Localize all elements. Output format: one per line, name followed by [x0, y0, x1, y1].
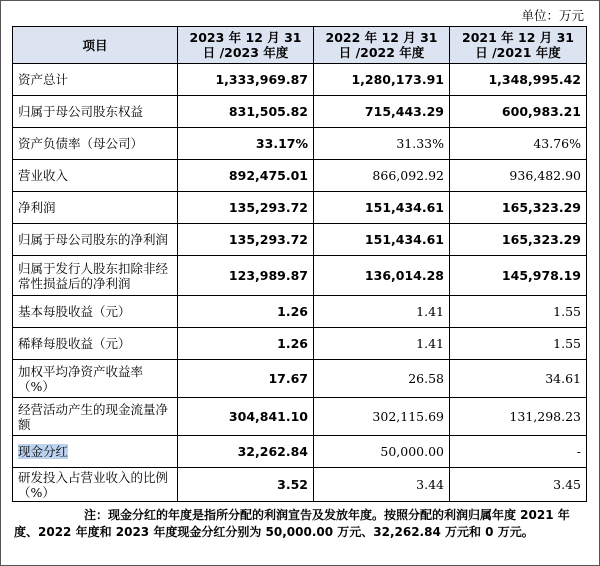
row-label-text: 基本每股收益（元）	[18, 304, 131, 319]
value-cell-2022: 866,092.92	[314, 160, 450, 192]
row-label-text: 净利润	[18, 200, 56, 215]
table-row	[13, 192, 587, 224]
value-cell-2023: 123,989.87	[178, 256, 314, 296]
value-cell-2022: 1.41	[314, 296, 450, 328]
table-row	[13, 468, 587, 502]
value-cell-2023: 3.52	[178, 468, 314, 502]
table-header-row	[13, 27, 587, 64]
row-label-text: 归属于母公司股东权益	[18, 104, 144, 119]
row-label-text: 现金分红	[18, 444, 69, 459]
value-cell-2023: 304,841.10	[178, 398, 314, 436]
value-cell-2023: 892,475.01	[178, 160, 314, 192]
table-row	[13, 224, 587, 256]
row-label	[13, 128, 178, 160]
table-row	[13, 64, 587, 96]
value-cell-2021: 3.45	[450, 468, 587, 502]
value-cell-2022: 26.58	[314, 360, 450, 398]
header-2022: 2022 年 12 月 31 日 /2022 年度	[314, 27, 450, 64]
row-label-text: 归属于母公司股东的净利润	[18, 232, 169, 247]
value-cell-2021: 1.55	[450, 328, 587, 360]
row-label	[13, 224, 178, 256]
value-cell-2023: 32,262.84	[178, 436, 314, 468]
row-label	[13, 256, 178, 296]
value-cell-2021: 34.61	[450, 360, 587, 398]
row-label-text: 加权平均净资产收益率（%）	[18, 363, 144, 394]
row-label-text: 经营活动产生的现金流量净额	[18, 401, 169, 432]
value-cell-2021: 1,348,995.42	[450, 64, 587, 96]
value-cell-2023: 831,505.82	[178, 96, 314, 128]
header-item: 项目	[13, 27, 178, 64]
value-cell-2022: 31.33%	[314, 128, 450, 160]
financial-table	[12, 26, 587, 502]
row-label	[13, 468, 178, 502]
table-row	[13, 256, 587, 296]
value-cell-2021: 936,482.90	[450, 160, 587, 192]
value-cell-2021: 600,983.21	[450, 96, 587, 128]
value-cell-2022: 151,434.61	[314, 192, 450, 224]
value-cell-2023: 135,293.72	[178, 224, 314, 256]
row-label-text: 营业收入	[18, 168, 69, 183]
value-cell-2021: 43.76%	[450, 128, 587, 160]
row-label	[13, 96, 178, 128]
table-row	[13, 436, 587, 468]
value-cell-2021: 131,298.23	[450, 398, 587, 436]
table-row	[13, 296, 587, 328]
row-label	[13, 436, 178, 468]
table-row	[13, 398, 587, 436]
value-cell-2021: 165,323.29	[450, 224, 587, 256]
table-row	[13, 96, 587, 128]
table-row	[13, 360, 587, 398]
footnote: 注：现金分红的年度是指所分配的利润宣告及发放年度。按照分配的利润归属年度 2021 年度、2022 年度和 2023 年度现金分红分别为 50,000.00 万元、32,262.84 万元和 0 万元。	[14, 508, 570, 539]
value-cell-2021: -	[450, 436, 587, 468]
value-cell-2021: 145,978.19	[450, 256, 587, 296]
row-label	[13, 296, 178, 328]
table-row	[13, 128, 587, 160]
header-2023: 2023 年 12 月 31 日 /2023 年度	[178, 27, 314, 64]
row-label	[13, 398, 178, 436]
value-cell-2023: 1.26	[178, 296, 314, 328]
row-label-text: 稀释每股收益（元）	[18, 336, 131, 351]
value-cell-2022: 1.41	[314, 328, 450, 360]
value-cell-2023: 1,333,969.87	[178, 64, 314, 96]
row-label	[13, 160, 178, 192]
value-cell-2022: 3.44	[314, 468, 450, 502]
row-label-text: 归属于发行人股东扣除非经常性损益后的净利润	[18, 260, 169, 291]
value-cell-2023: 17.67	[178, 360, 314, 398]
row-label	[13, 64, 178, 96]
value-cell-2022: 136,014.28	[314, 256, 450, 296]
row-label-text: 资产总计	[18, 72, 69, 87]
table-row	[13, 160, 587, 192]
value-cell-2022: 50,000.00	[314, 436, 450, 468]
value-cell-2023: 1.26	[178, 328, 314, 360]
value-cell-2022: 151,434.61	[314, 224, 450, 256]
value-cell-2022: 1,280,173.91	[314, 64, 450, 96]
value-cell-2022: 715,443.29	[314, 96, 450, 128]
table-row	[13, 328, 587, 360]
header-2021: 2021 年 12 月 31 日 /2021 年度	[450, 27, 587, 64]
value-cell-2023: 135,293.72	[178, 192, 314, 224]
value-cell-2022: 302,115.69	[314, 398, 450, 436]
value-cell-2021: 165,323.29	[450, 192, 587, 224]
unit-label: 单位：万元	[521, 8, 584, 23]
row-label-text: 研发投入占营业收入的比例（%）	[18, 469, 169, 500]
row-label	[13, 328, 178, 360]
value-cell-2021: 1.55	[450, 296, 587, 328]
row-label-text: 资产负债率（母公司）	[18, 136, 144, 151]
row-label	[13, 192, 178, 224]
row-label	[13, 360, 178, 398]
value-cell-2023: 33.17%	[178, 128, 314, 160]
